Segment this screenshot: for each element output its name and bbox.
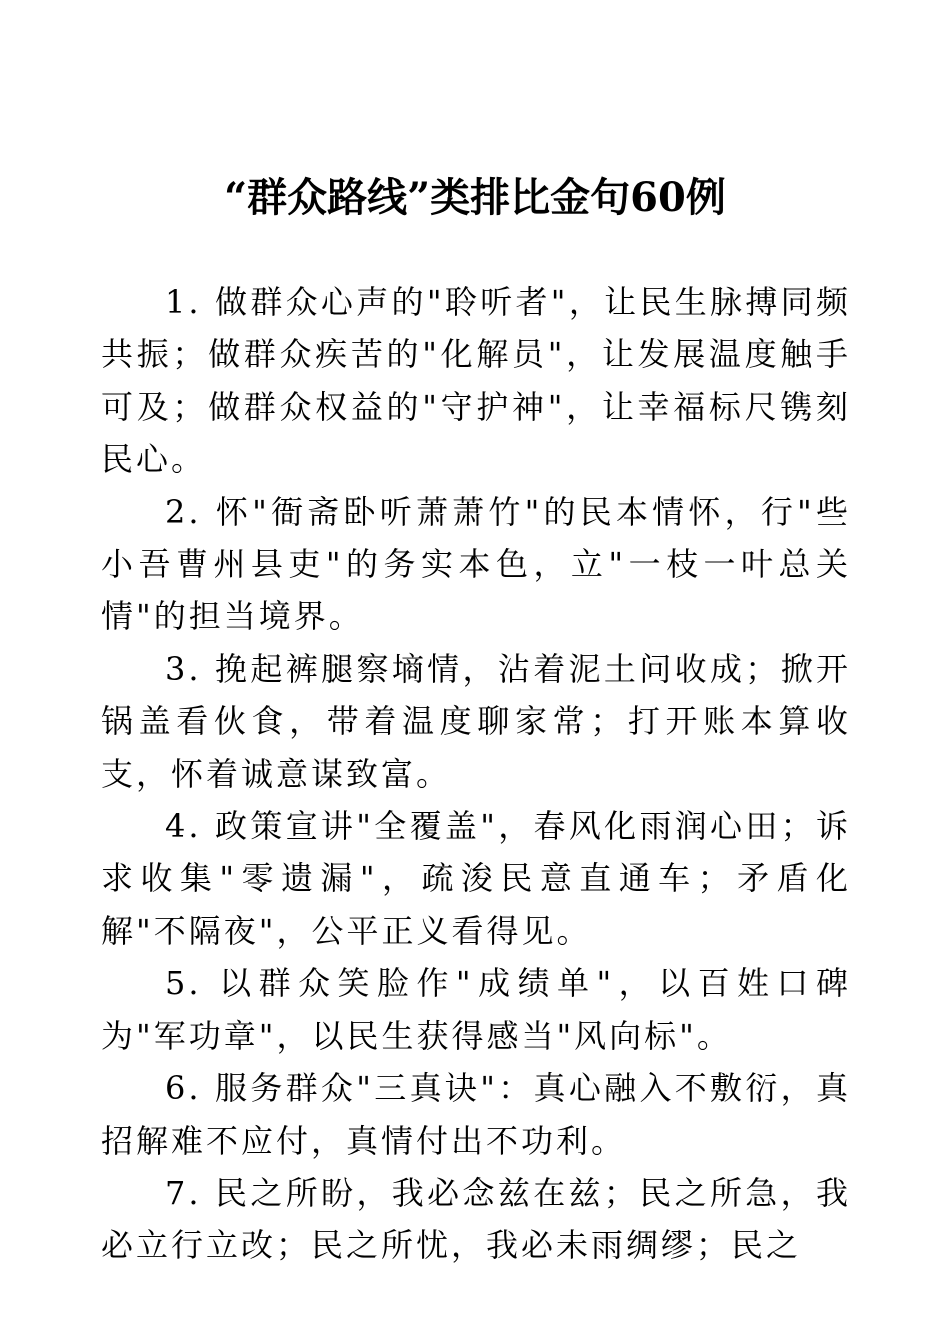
document-title: “群众路线”类排比金句60例 [224, 174, 726, 221]
paragraph-7: 7. 民之所盼，我必念兹在兹；民之所急，我必立行立改；民之所忧，我必未雨绸缪；民之 [101, 1173, 851, 1265]
paragraph-6: 6. 服务群众"三真诀"：真心融入不敷衍，真招解难不应付，真情付出不功利。 [101, 1069, 851, 1160]
paragraph-4: 4. 政策宣讲"全覆盖"，春风化雨润心田；诉求收集"零遗漏"，疏浚民意直通车；矛盾化解"不隔夜"，公平正义看得见。 [101, 807, 851, 950]
paragraph-3: 3. 挽起裤腿察墒情，沾着泥土问收成；掀开锅盖看伙食，带着温度聊家常；打开账本算收支，怀着诚意谋致富。 [101, 649, 851, 793]
paragraph-5: 5. 以群众笑脸作"成绩单"，以百姓口碑为"军功章"，以民生获得感当"风向标"。 [101, 964, 851, 1055]
paragraph-2: 2. 怀"衙斋卧听萧萧竹"的民本情怀，行"些小吾曹州县吏"的务实本色，立"一枝一叶总关情"的担当境界。 [101, 492, 851, 636]
paragraph-1: 1. 做群众心声的"聆听者"，让民生脉搏同频共振；做群众疾苦的"化解员"，让发展温度触手可及；做群众权益的"守护神"，让幸福标尺镌刻民心。 [101, 283, 851, 479]
document-body [101, 276, 851, 1272]
